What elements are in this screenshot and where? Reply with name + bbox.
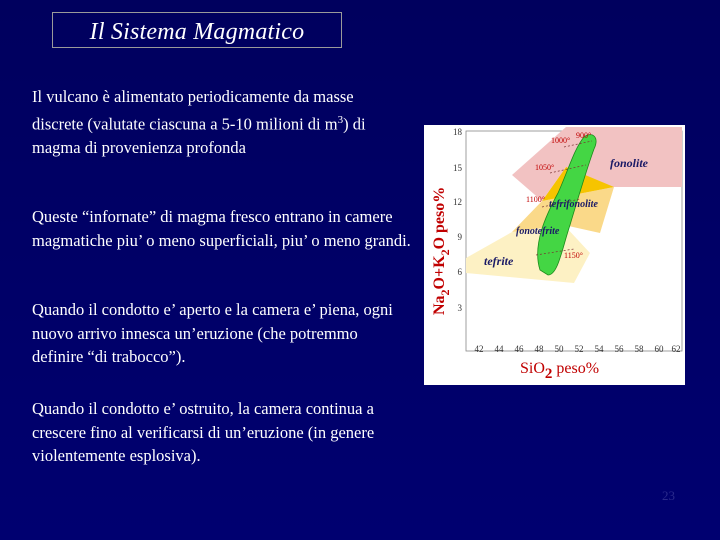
field-label-tefrite: tefrite bbox=[484, 254, 514, 268]
y-label-sub-2a: 2 bbox=[438, 289, 452, 296]
x-tick-46: 46 bbox=[514, 344, 524, 354]
x-tick-52: 52 bbox=[574, 344, 584, 354]
tas-diagram-svg bbox=[424, 125, 685, 385]
paragraph-2: Queste “infornate” di magma fresco entrano in camere magmatiche piu’ o meno superficiali, piu’ o meno grandi. bbox=[32, 207, 411, 250]
paragraph-1 bbox=[32, 85, 377, 159]
x-tick-58: 58 bbox=[634, 344, 644, 354]
paragraph-4: Quando il condotto e’ ostruito, la camera continua a crescere fino al verificarsi di un’eruzione (in genere violentemente esplosiva). bbox=[32, 399, 375, 465]
temp-label-1150: 1150° bbox=[564, 251, 583, 260]
x-tick-62: 62 bbox=[671, 344, 681, 354]
y-label-sub-2b: 2 bbox=[438, 249, 452, 256]
tas-diagram bbox=[424, 125, 685, 385]
field-label-tefrifonolite: tefrifonolite bbox=[549, 199, 598, 210]
field-label-fonolite: fonolite bbox=[610, 156, 648, 170]
superscript-3: 3 bbox=[337, 113, 344, 126]
x-tick-42: 42 bbox=[474, 344, 484, 354]
x-axis-label bbox=[520, 360, 599, 382]
y-tick-3: 3 bbox=[457, 303, 462, 313]
y-axis-label bbox=[431, 187, 452, 315]
y-label-unit: O peso% bbox=[431, 186, 448, 250]
x-label-o: O bbox=[533, 360, 545, 377]
title-box bbox=[52, 12, 342, 48]
y-tick-15: 15 bbox=[453, 163, 462, 173]
paragraph-3: Quando il condotto e’ aperto e la camera e’ piena, ogni nuovo arrivo innesca un’eruzione (che potremmo definire “di trabocco”). bbox=[32, 300, 393, 366]
page-number: 23 bbox=[662, 488, 675, 503]
x-tick-50: 50 bbox=[554, 344, 564, 354]
x-label-sub-2: 2 bbox=[544, 366, 553, 382]
slide-title: Il Sistema Magmatico bbox=[89, 19, 305, 45]
temp-label-1000: 1000° bbox=[551, 136, 571, 145]
x-tick-48: 48 bbox=[534, 344, 544, 354]
y-label-ok: O+K bbox=[431, 255, 448, 290]
x-tick-44: 44 bbox=[494, 344, 504, 354]
temp-label-900: 900° bbox=[576, 131, 592, 140]
paragraph-1-text-end: ) di magma di provenienza profonda bbox=[32, 114, 366, 157]
y-tick-6: 6 bbox=[457, 267, 462, 277]
x-tick-60: 60 bbox=[654, 344, 664, 354]
temp-label-1100: 1100° bbox=[526, 195, 545, 204]
temp-label-1050: 1050° bbox=[535, 163, 555, 172]
x-tick-54: 54 bbox=[594, 344, 604, 354]
field-label-fonotefrite: fonotefrite bbox=[516, 226, 560, 237]
paragraph-1-text: Il vulcano è alimentato periodicamente da masse discrete (valutate ciascuna a 5-10 milioni di m bbox=[32, 87, 354, 133]
x-label-unit: peso% bbox=[552, 360, 600, 377]
y-tick-12: 12 bbox=[453, 197, 462, 207]
y-label-na: Na bbox=[431, 295, 448, 315]
y-tick-18: 18 bbox=[453, 127, 462, 137]
x-tick-56: 56 bbox=[614, 344, 624, 354]
y-tick-9: 9 bbox=[457, 232, 462, 242]
x-label-si: Si bbox=[520, 360, 534, 377]
